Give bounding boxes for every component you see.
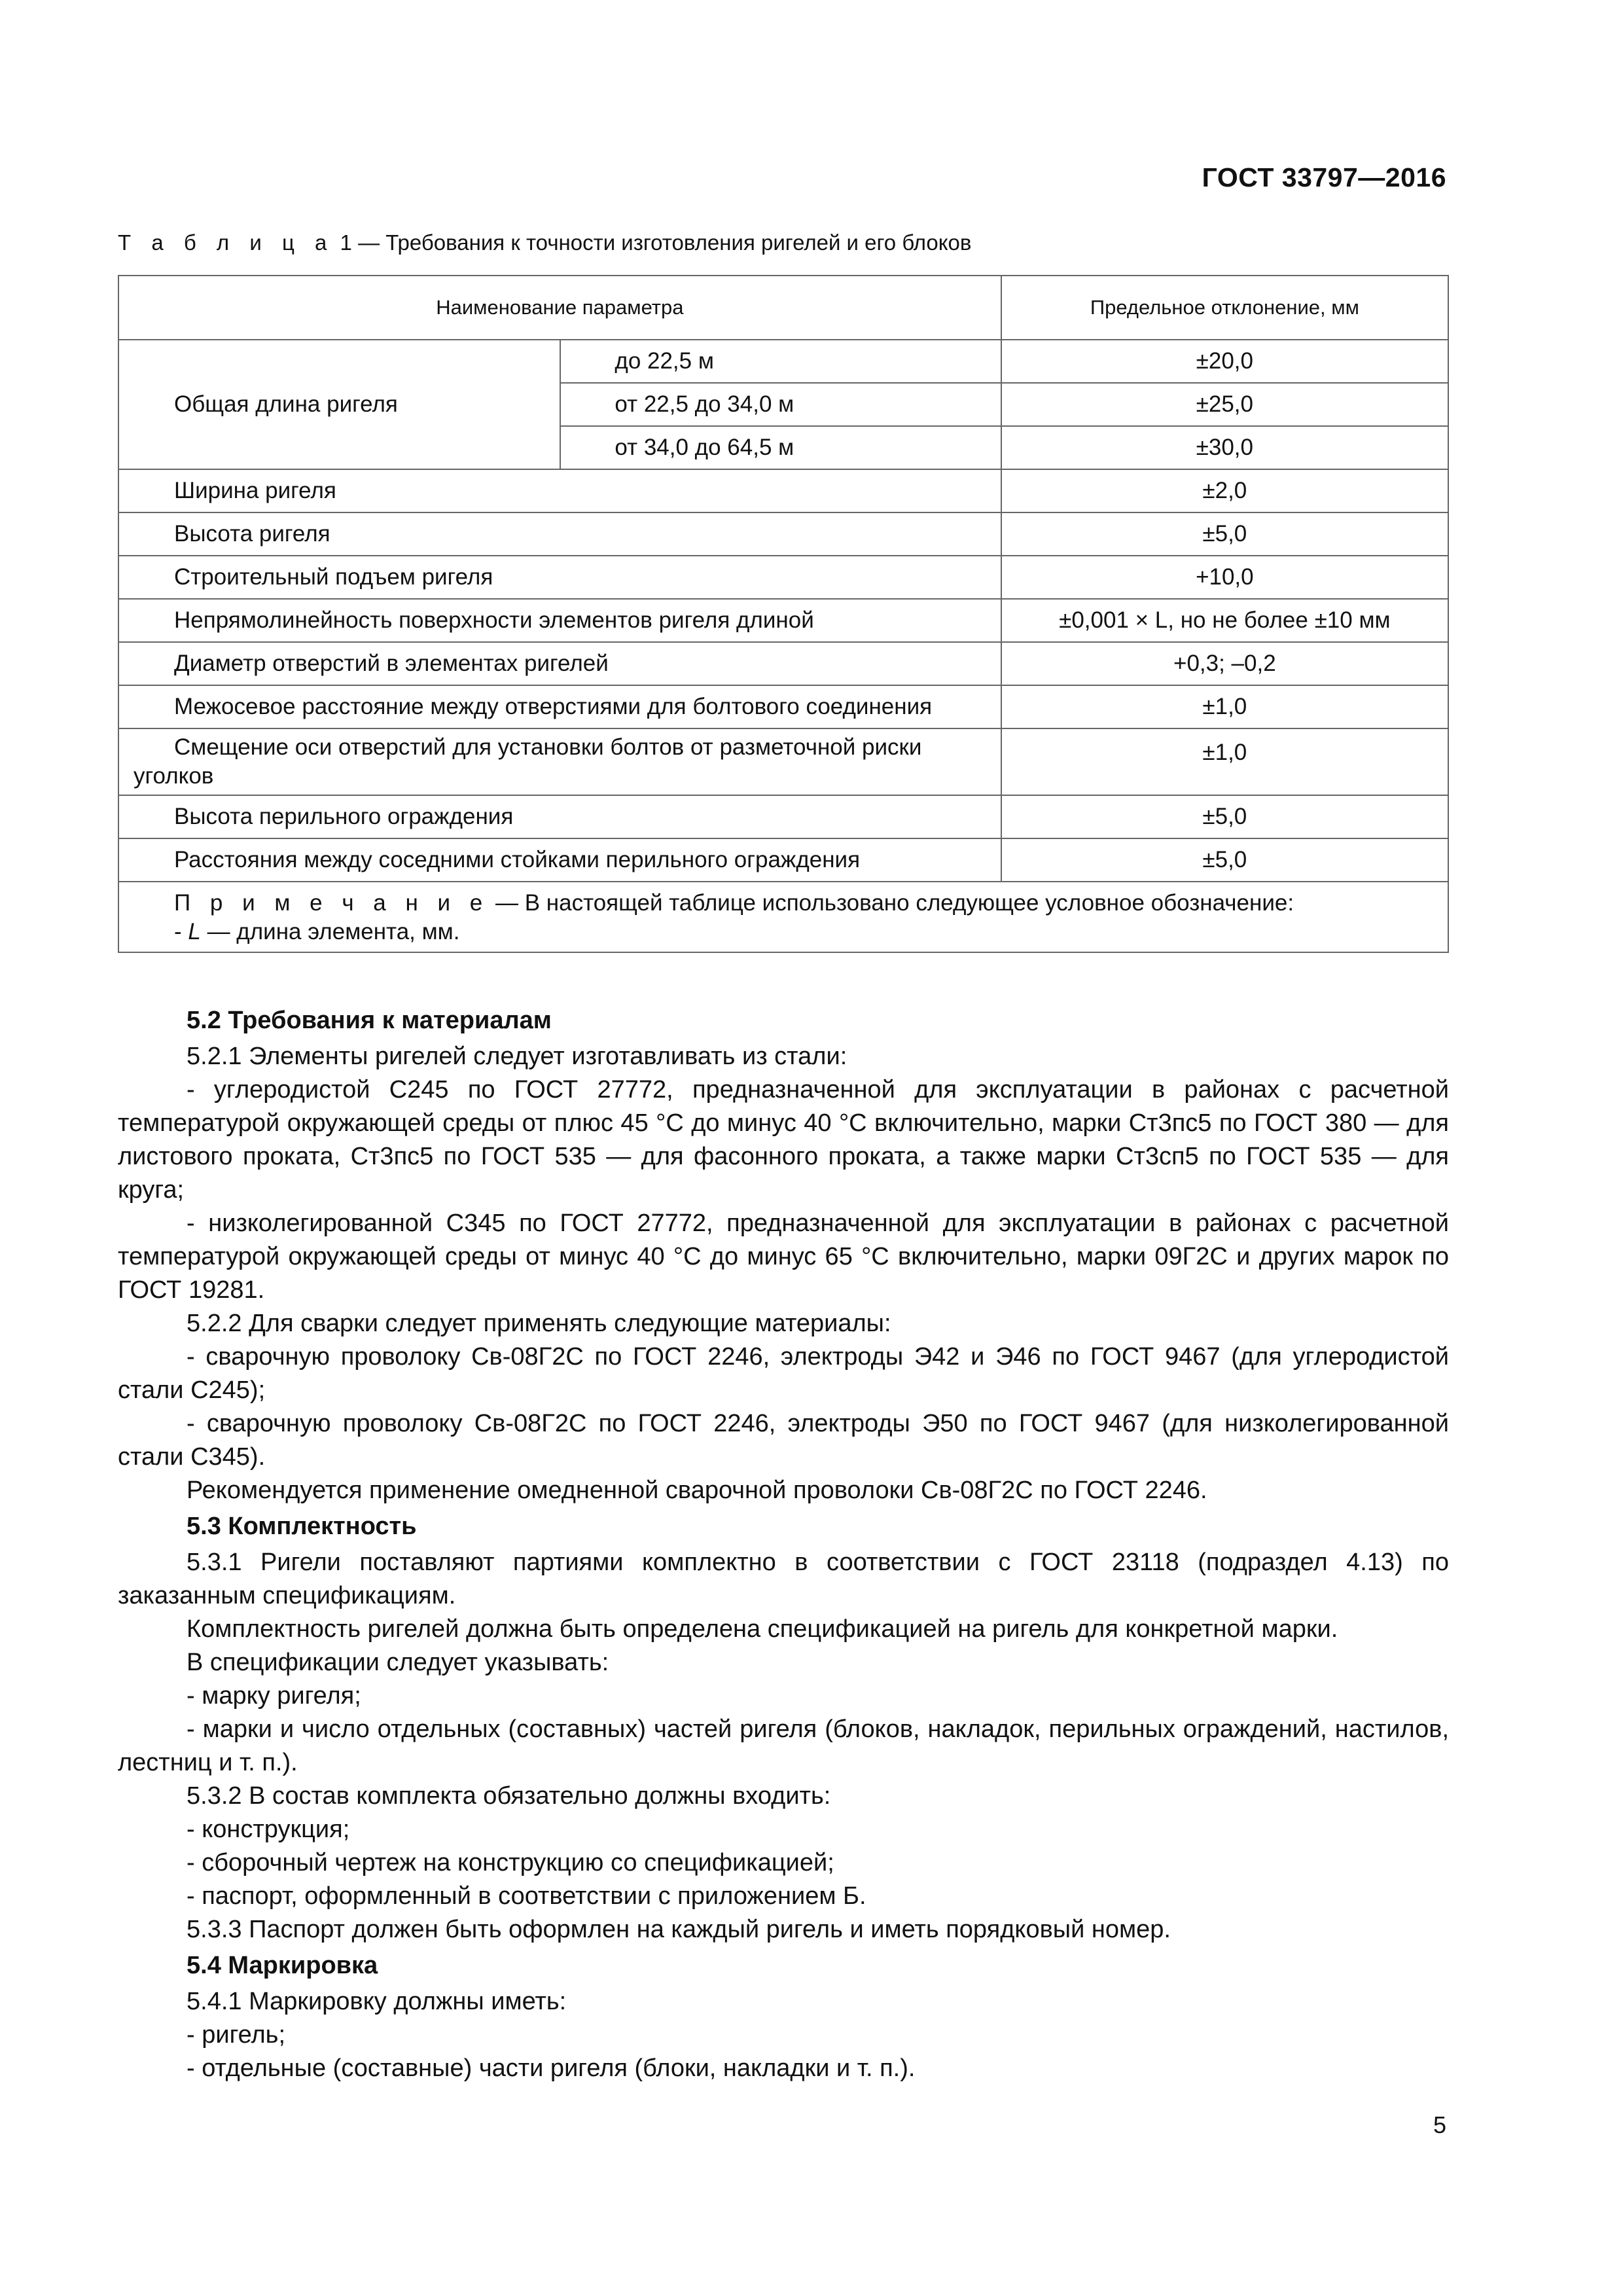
document-code: ГОСТ 33797—2016 (1202, 162, 1446, 192)
param-value-cell: ±5,0 (1001, 838, 1448, 882)
list-item: - сварочную проволоку Св-08Г2С по ГОСТ 2246, электроды Э42 и Э46 по ГОСТ 9467 (для углеродистой стали С245); (118, 1343, 1449, 1404)
param-name-cell: Высота перильного ограждения (118, 795, 1001, 838)
section-heading: 5.3 Комплектность (187, 1513, 417, 1540)
param-value-cell: ±5,0 (1001, 795, 1448, 838)
table-row (118, 469, 1448, 512)
table-caption-text: 1 — Требования к точности изготовления ригелей и его блоков (334, 230, 972, 255)
length-range-cell: от 22,5 до 34,0 м (560, 383, 1001, 426)
table-row (118, 728, 1448, 795)
param-value-cell: +0,3; –0,2 (1001, 642, 1448, 685)
table-note-row (118, 882, 1448, 952)
body-text (118, 1001, 1449, 2085)
length-range-cell: от 34,0 до 64,5 м (560, 426, 1001, 469)
param-name-cell: Высота ригеля (118, 512, 1001, 556)
list-item: - марки и число отдельных (составных) частей ригеля (блоков, накладок, перильных ограждений, настилов, лестниц и т. п.). (118, 1715, 1449, 1776)
list-item: - сборочный чертеж на конструкцию со спецификацией; (187, 1849, 834, 1876)
note-label: П р и м е ч а н и е (174, 890, 490, 916)
paragraph: 5.2.2 Для сварки следует применять следующие материалы: (187, 1310, 891, 1337)
list-item: - ригель; (187, 2021, 285, 2049)
paragraph: 5.3.1 Ригели поставляют партиями комплектно в соответствии с ГОСТ 23118 (подраздел 4.13) по заказанным спецификациям. (118, 1549, 1449, 1609)
paragraph: 5.4.1 Маркировку должны иметь: (187, 1988, 567, 2015)
param-name-cell: Непрямолинейность поверхности элементов ригеля длиной (118, 599, 1001, 642)
table-row (118, 795, 1448, 838)
paragraph: 5.2.1 Элементы ригелей следует изготавливать из стали: (187, 1043, 847, 1070)
param-value-cell: ±5,0 (1001, 512, 1448, 556)
param-value-cell: ±2,0 (1001, 469, 1448, 512)
param-name-cell: Межосевое расстояние между отверстиями для болтового соединения (118, 685, 1001, 728)
table-caption (118, 230, 971, 255)
list-item: - низколегированной С345 по ГОСТ 27772, предназначенной для эксплуатации в районах с расчетной температурой окружающей среды от минус 40 °С до минус 65 °С включительно, марки 09Г2С и других марок по ГОСТ 19281. (118, 1210, 1449, 1304)
list-item: - конструкция; (187, 1816, 350, 1843)
paragraph: В спецификации следует указывать: (187, 1649, 609, 1676)
table-row (118, 512, 1448, 556)
table-row (118, 599, 1448, 642)
page-number: 5 (1433, 2111, 1446, 2138)
note-item-text: — длина элемента, мм. (200, 919, 460, 944)
paragraph: Комплектность ригелей должна быть определена спецификацией на ригель для конкретной марки. (187, 1615, 1338, 1643)
param-value-cell: +10,0 (1001, 556, 1448, 599)
table-row (118, 838, 1448, 882)
param-name-cell: Ширина ригеля (118, 469, 1001, 512)
paragraph: 5.3.3 Паспорт должен быть оформлен на каждый ригель и иметь порядковый номер. (187, 1916, 1171, 1943)
list-item: - марку ригеля; (187, 1682, 361, 1710)
param-name-cell: Смещение оси отверстий для установки болтов от разметочной риски уголков (118, 728, 1001, 795)
param-name-cell: Строительный подъем ригеля (118, 556, 1001, 599)
table-caption-label: Т а б л и ц а (118, 230, 334, 255)
tolerance-table (118, 275, 1449, 953)
table-row (118, 556, 1448, 599)
table-note (118, 882, 1448, 952)
list-item: - отдельные (составные) части ригеля (блоки, накладки и т. п.). (187, 2054, 916, 2082)
param-name-cell: Расстояния между соседними стойками перильного ограждения (118, 838, 1001, 882)
length-value-cell: ±30,0 (1001, 426, 1448, 469)
length-value-cell: ±25,0 (1001, 383, 1448, 426)
paragraph: Рекомендуется применение омедненной сварочной проволоки Св-08Г2С по ГОСТ 2246. (187, 1477, 1207, 1504)
note-item-symbol: L (188, 919, 201, 944)
length-value-cell: ±20,0 (1001, 340, 1448, 383)
param-value-cell: ±1,0 (1001, 685, 1448, 728)
list-item: - паспорт, оформленный в соответствии с приложением Б. (187, 1882, 866, 1910)
section-heading: 5.2 Требования к материалам (187, 1007, 552, 1034)
header-deviation: Предельное отклонение, мм (1001, 276, 1448, 340)
param-value-cell: ±0,001 × L, но не более ±10 мм (1001, 599, 1448, 642)
length-range-cell: до 22,5 м (560, 340, 1001, 383)
paragraph: 5.3.2 В состав комплекта обязательно должны входить: (187, 1782, 831, 1810)
table-row (118, 340, 1448, 383)
param-value-cell: ±1,0 (1001, 728, 1448, 795)
list-item: - углеродистой С245 по ГОСТ 27772, предназначенной для эксплуатации в районах с расчетной температурой окружающей среды от плюс 45 °С до минус 40 °С включительно, марки Ст3пс5 по ГОСТ 380 — для листового проката, Ст3пс5 по ГОСТ 535 — для фасонного проката, а также марки Ст3сп5 по ГОСТ 535 — для круга; (118, 1076, 1449, 1204)
param-name-cell: Диаметр отверстий в элементах ригелей (118, 642, 1001, 685)
note-text: — В настоящей таблице использовано следующее условное обозначение: (489, 890, 1294, 916)
section-heading: 5.4 Маркировка (187, 1952, 378, 1979)
header-param: Наименование параметра (118, 276, 1001, 340)
list-item: - сварочную проволоку Св-08Г2С по ГОСТ 2246, электроды Э50 по ГОСТ 9467 (для низколегированной стали С345). (118, 1410, 1449, 1471)
table-row (118, 685, 1448, 728)
table-header-row (118, 276, 1448, 340)
length-label-cell: Общая длина ригеля (118, 340, 560, 469)
table-row (118, 642, 1448, 685)
note-item-prefix: - (174, 919, 188, 944)
